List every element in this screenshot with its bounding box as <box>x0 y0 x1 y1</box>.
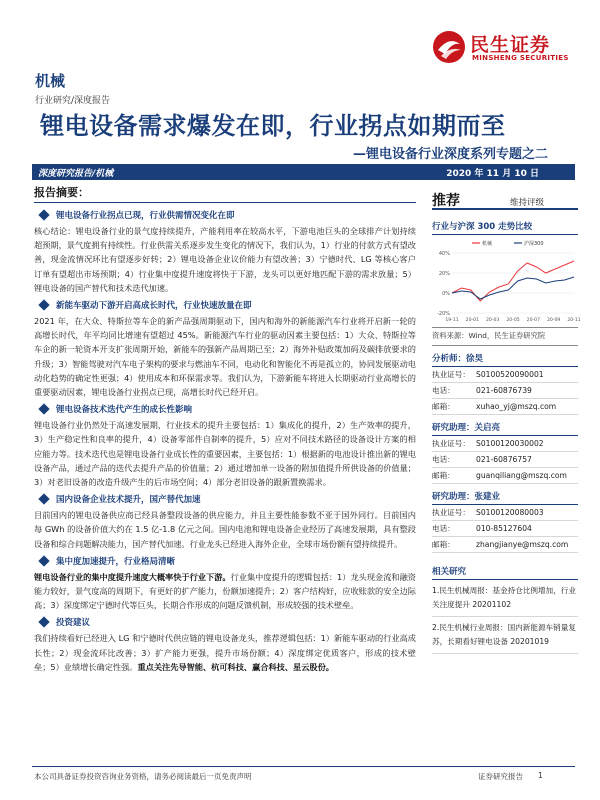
section-title: 锂电设备行业拐点已现，行业供需情况变化在即 <box>56 211 235 221</box>
y-tick-label: 20% <box>438 271 450 277</box>
kv-value: S0100120030002 <box>476 439 544 448</box>
y-tick-label: -20% <box>437 311 450 317</box>
section-text <box>34 570 416 613</box>
industry-label: 机械 <box>35 72 66 90</box>
section-title: 集中度加速提升，行业格局清晰 <box>56 556 176 567</box>
x-tick-label: 19-11 <box>445 318 459 323</box>
analyst-cert <box>432 367 578 383</box>
footer-label: 证券研究报告 <box>478 772 523 781</box>
rating-note: 维持评级 <box>510 198 545 208</box>
section-title: 投资建议 <box>56 618 91 629</box>
assistant-phone <box>432 521 578 537</box>
related-research-title: 相关研究 <box>432 565 578 580</box>
kv-value: 021-60876739 <box>476 386 532 395</box>
diamond-bullet-icon <box>38 555 49 566</box>
kv-key: 电话： <box>432 455 455 464</box>
kv-value: 021-60876757 <box>476 455 532 464</box>
section-body: 行业集中度提升的逻辑包括：1）龙头现金流和融资能力较好，景气度高的周期下，有更好的扩产能力，份额加速提升；2）客户结构好，应收账款的安全边际高；3）深度绑定宁德时代等巨头，长期合作形成的问题反馈机制，形成较强的技术壁垒。 <box>34 571 416 611</box>
logo-text-en: MINSHENG SECURITIES <box>472 54 569 62</box>
diamond-bullet-icon <box>38 494 49 505</box>
summary-section <box>34 493 416 551</box>
summary-column <box>34 184 416 674</box>
related-research-item[interactable]: 1.民生机械周报：基金持仓比例增加，行业关注度提升 20201102 <box>432 584 578 617</box>
summary-section <box>34 616 416 674</box>
assistant-cert <box>432 505 578 521</box>
kv-value[interactable]: zhangjianye@mszq.com <box>476 540 569 549</box>
rating: 推荐 <box>432 193 460 209</box>
report-type: 行业研究/深度报告 <box>35 96 111 106</box>
kv-value: S0100520090001 <box>476 370 544 379</box>
kv-key: 电话： <box>432 524 455 533</box>
assistant-email[interactable] <box>432 468 578 484</box>
report-subtitle: —锂电设备行业深度系列专题之二 <box>352 147 548 162</box>
section-text: 核心结论：锂电设备行业的景气度持续提升，产能利用率在较高水平，下游电池巨头的全球排产计划持续超预期，景气度拥有持续性。行业供需关系逐步发生变化的情况下，我们认为，1）行业的付款方式有望改善，现金流情况环比有望逐步好转；2）锂电设备企业议价能力有望改善；3）宁德时代、LG 等核心客户订单有望超出市场预期；4）行业集中度提升速度将快于下游，龙头可以更好地匹配下游的需求放量；5）锂电设备的国产替代和技术迭代加速。 <box>34 226 416 293</box>
report-title: 锂电设备需求爆发在即，行业拐点如期而至 <box>40 112 506 140</box>
analyst-email[interactable] <box>432 399 578 415</box>
assistant-phone <box>432 452 578 468</box>
sidebar <box>432 184 581 654</box>
section-text: 目前国内的锂电设备供应商已经具备整段设备的供应能力，并且主要性能参数不亚于国外同行。目前国内每 GWh 的设备价值大约在 1.5 亿-1.8 亿元之间。国内电池和锂电设备企业经历了高速发展期，具有整段设备和综合问题解决能力，国产替代加速。行业龙头已经进入海外企业，全球市场份额有望持续提升。 <box>34 510 416 549</box>
trend-chart-svg <box>432 237 581 325</box>
header-bar <box>32 164 575 180</box>
x-tick-label: 20-03 <box>485 318 500 323</box>
analyst-phone <box>432 383 578 399</box>
kv-key: 执业证号： <box>432 439 470 448</box>
kv-key: 电话： <box>432 386 455 395</box>
section-body: 我们持续看好已经进入 LG 和宁德时代供应链的锂电设备龙头，推荐逻辑包括：1）新能车驱动的行业高成长性；2）现金流环比改善；3）扩产能力更强，提升市场份额；4）深度绑定优质客户，形成的技术壁垒；5）业绩增长确定性强。 <box>34 633 416 672</box>
kv-value: 010-85127604 <box>476 524 532 533</box>
minsheng-logo-icon <box>432 30 466 64</box>
section-lead: 锂电设备行业的集中度提升速度大概率快于行业下游。 <box>34 571 231 582</box>
assistant-label: 研究助理：张建业 <box>432 490 578 505</box>
kv-value[interactable]: xuhao_yj@mszq.com <box>476 402 557 411</box>
summary-section <box>34 209 416 295</box>
x-tick-label: 20-09 <box>546 318 561 323</box>
logo-text-cn: 民生证券 <box>470 34 551 56</box>
section-text: 2021 年，在大众、特斯拉等车企的新产品强周期驱动下，国内和海外的新能源汽车行业将开启新一轮的高增长时代，年平均同比增速有望超过 45%。新能源汽车行业的驱动因素主要包括：1）大众、特斯拉等车企的新一轮资本开支扩张周期开始，新能车的强新产品周期已至；2）海外补贴政策加码及碳排放要求的升级；3）智能驾驶对汽车电子架构的要求与燃油车不同，电动化和智能化不再是孤立的，协同发展驱动电动化趋势的确定性更强；4）使用成本和环保需求等。我们认为，下游新能车将进入长期驱动行业高增长的重要驱动因素，锂电设备行业拐点已现，高增长时代已经开启。 <box>34 316 416 398</box>
kv-key: 邮箱： <box>432 471 455 480</box>
diamond-bullet-icon <box>38 209 49 220</box>
y-tick-label: 0% <box>442 291 450 297</box>
section-text: 锂电设备行业仍然处于高速发展期，行业技术的提升主要包括：1）集成化的提升，2）生产效率的提升，3）生产稳定性和良率的提升，4）设备零部件自制率的提升，5）应对不同技术路径的设备设计方案的相应能力等。技术迭代也是锂电设备行业成长性的重要因素，主要包括：1）根据新的电池设计推出新的锂电设备产品，通过产品的迭代去提升产品的价值量；2）通过增加单一设备的附加值提升所供设备的价值量；3）对老旧设备的改造升级产生的后市场空间；4）部分老旧设备的跟新置换需求。 <box>34 420 416 488</box>
report-category: 深度研究报告/机械 <box>38 169 114 179</box>
kv-value: S0100120080003 <box>476 508 544 517</box>
section-title: 锂电设备技术迭代产生的成长性影响 <box>56 405 193 416</box>
chart-title: 行业与沪深 300 走势比较 <box>432 220 578 235</box>
x-tick-label: 20-05 <box>506 318 520 323</box>
section-tail: 重点关注先导智能、杭可科技、赢合科技、星云股份。 <box>137 661 334 672</box>
related-research-item[interactable]: 2.民生机械行业周报：国内新能源车销量复苏，长期看好锂电设备 20201019 <box>432 621 578 654</box>
assistant-cert <box>432 436 578 452</box>
trend-chart <box>432 237 581 325</box>
summary-section <box>34 403 416 489</box>
section-title: 国内设备企业技术提升，国产替代加速 <box>56 495 201 506</box>
diamond-bullet-icon <box>38 299 49 310</box>
summary-divider <box>34 202 416 203</box>
y-tick-label: 40% <box>438 251 450 257</box>
summary-title: 报告摘要： <box>34 186 89 199</box>
assistant-email[interactable] <box>432 537 578 553</box>
kv-key: 邮箱： <box>432 540 455 549</box>
analyst-label: 分析师：徐昊 <box>432 352 578 367</box>
kv-key: 执业证号： <box>432 370 470 379</box>
x-tick-label: 20-07 <box>526 318 541 323</box>
section-title: 新能车驱动下游开启高成长时代，行业快速放量在即 <box>56 301 252 312</box>
report-date: 2020 年 11 月 10 日 <box>446 169 539 179</box>
chart-source: 资料来源：Wind，民生证券研究院 <box>432 327 578 346</box>
series-line <box>452 277 574 299</box>
rating-row <box>432 184 578 210</box>
page-number: 1 <box>538 771 543 780</box>
x-tick-label: 20-01 <box>465 318 480 323</box>
kv-value[interactable]: guanqiliang@mszq.com <box>476 471 567 480</box>
section-text <box>34 631 416 674</box>
diamond-bullet-icon <box>38 404 49 415</box>
x-tick-label: 20-11 <box>567 318 581 323</box>
assistant-label: 研究助理：关启亮 <box>432 421 578 436</box>
summary-section <box>34 555 416 613</box>
company-logo <box>432 30 582 66</box>
footer-divider <box>32 766 575 767</box>
kv-key: 执业证号： <box>432 508 470 517</box>
legend-label: 机械 <box>482 241 493 247</box>
legend-label: 沪深300 <box>524 241 544 247</box>
diamond-bullet-icon <box>38 617 49 628</box>
kv-key: 邮箱： <box>432 402 455 411</box>
summary-section <box>34 299 416 399</box>
footer-disclaimer: 本公司具备证券投资咨询业务资格，请务必阅读最后一页免责声明 <box>34 772 252 781</box>
